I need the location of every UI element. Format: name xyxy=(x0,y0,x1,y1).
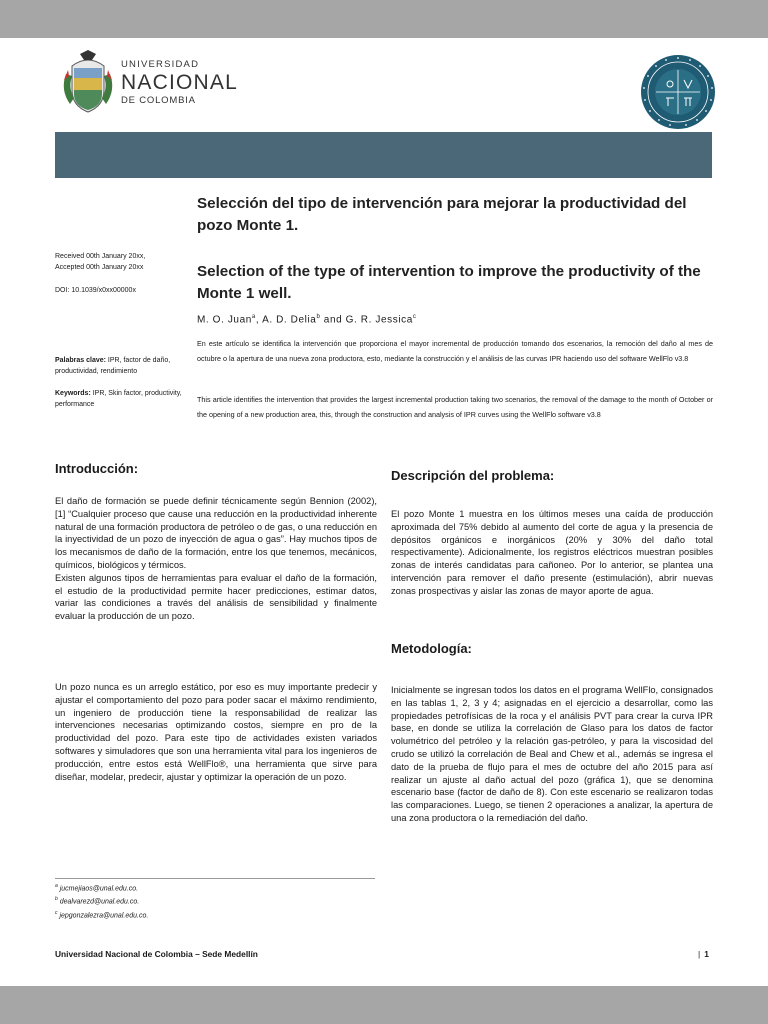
descripcion-heading: Descripción del problema: xyxy=(391,468,555,483)
abstract-spanish: En este artículo se identifica la intervención que proporciona el mayor incremental de producción tomando dos escenarios, la remoción del daño al mes de octubre o la apertura de una nueva zona productora, esto, mediante la construcción y el análisis de las curvas IPR haciendo uso del software WellFlo v3.8 xyxy=(197,339,713,363)
author-2: A. D. Delia xyxy=(262,314,317,326)
university-sesquicentennial-seal-icon xyxy=(640,54,716,130)
author-separator: and xyxy=(320,314,346,326)
author-3: G. R. Jessica xyxy=(345,314,413,326)
accepted-date: Accepted 00th January 20xx xyxy=(55,264,144,271)
title-spanish: Selección del tipo de intervención para mejorar la productividad del pozo Monte 1. xyxy=(197,195,687,234)
palabras-clave-label: Palabras clave: xyxy=(55,357,106,364)
footnote-a-mark: a xyxy=(55,883,58,889)
received-date: Received 00th January 20xx, xyxy=(55,253,146,260)
authors xyxy=(197,314,417,325)
descripcion-paragraph: El pozo Monte 1 muestra en los últimos meses una caída de producción aproximada del 75% debido al aumento del corte de agua y la presencia de depósitos orgánicos e inorgánicos (20% y 30% del daño total respectivamente). Adicionalmente, los registros eléctricos muestran posibles zonas de interés candidatas para cañoneo. Por lo anterior, se plantea una intervención para remover el daño presente (estimulación), abrir nuevas zonas prospectivas y aislar las zonas de mayor aporte de agua. xyxy=(391,509,713,596)
footnote-c-email: jepgonzalezra@unal.edu.co. xyxy=(57,911,149,919)
page-number: 1 xyxy=(704,949,709,959)
bottom-gray-band xyxy=(0,986,768,1024)
introduccion-paragraph-2: Existen algunos tipos de herramientas para evaluar el daño de la formación, el estudio de la productividad permite hacer predicciones, estimar datos, variar las condiciones a través del análisis de sensibilidad y finalmente evaluar la producción de un pozo. xyxy=(55,572,377,622)
doi: DOI: 10.1039/x0xx00000x xyxy=(55,287,136,294)
footnote-b xyxy=(55,894,148,907)
university-line-1: UNIVERSIDAD xyxy=(121,59,200,70)
introduccion-paragraph-3: Un pozo nunca es un arreglo estático, por eso es muy importante predecir y ajustar el comportamiento del pozo para poder sacar el máximo rendimiento, un ingeniero de producción tiene la responsabilidad de realizar las intervenciones necesarias optimizando costos, siempre en pro de la productividad del pozo. Para este tipo de actividades existen variados softwares y simuladores que son una herramienta vital para los ingenieros de producción, entre estos está WellFlo®, una herramienta que sirve para diseñar, modelar, predecir, ajustar y optimizar la operación de un pozo. xyxy=(55,682,377,782)
footnote-a xyxy=(55,881,148,894)
footnote-b-email: dealvarezd@unal.edu.co. xyxy=(57,898,140,906)
introduccion-heading: Introducción: xyxy=(55,461,139,476)
author-1-mark: a xyxy=(251,314,256,320)
keywords-label: Keywords: xyxy=(55,390,91,397)
palabras-clave-text: IPR, factor de daño, productividad, rendimiento xyxy=(55,357,171,375)
keywords xyxy=(55,388,185,410)
received-accepted xyxy=(55,251,185,273)
keywords-text: IPR, Skin factor, productivity, performance xyxy=(55,390,182,408)
metodologia-paragraph: Inicialmente se ingresan todos los datos en el programa WellFlo, consignados en las tablas 1, 2, 3 y 4; asignadas en el ejercicio a desarrollar, como las propiedades petrofísicas de la roca y el análisis PVT para crear la curva IPR base, en donde se utiliza la correlación de Glaso para los datos de factor volumétrico del petróleo y la relación gas-petróleo, y para la viscosidad del crudo se utilizó la correlación de Beal and Chew et al., además se ingresa el dato de la prueba de flujo para el mes de octubre del año 2015 para así realizar un ajuste al daño actual del pozo (gráfica 1), que se denomina escenario base (factor de daño de 8). Con este escenario se realizaron todas las comparaciones. Luego, se tienen 2 operaciones a analizar, la apertura de una zona productora o la remediación del daño. xyxy=(391,685,713,823)
footer-institution: Universidad Nacional de Colombia – Sede Medellín xyxy=(55,949,258,959)
title-english: Selection of the type of intervention to improve the productivity of the Monte 1 well. xyxy=(197,263,701,302)
footnote-a-email: jucmejiaos@unal.edu.co. xyxy=(57,885,139,893)
footnote-c xyxy=(55,908,148,921)
author-2-mark: b xyxy=(316,314,321,320)
author-separator: , xyxy=(255,314,263,326)
footnote-divider xyxy=(55,878,375,879)
introduccion-body xyxy=(55,495,377,623)
author-3-mark: c xyxy=(412,314,417,320)
university-logo xyxy=(60,50,238,118)
abstract-english: This article identifies the intervention that provides the largest incremental production taking two scenarios, the removal of the damage to the month of October or the opening of a new production area, this, through the construction and analysis of IPR curves using the WellFlo software v3.8 xyxy=(197,395,713,419)
author-1: M. O. Juan xyxy=(197,314,252,326)
footer-separator: | xyxy=(698,949,701,959)
footnote-c-mark: c xyxy=(55,909,58,916)
footer-page xyxy=(698,949,709,959)
university-line-2: NACIONAL xyxy=(121,70,238,94)
university-name xyxy=(121,60,238,105)
footnote-b-mark: b xyxy=(55,896,58,903)
university-line-3: DE COLOMBIA xyxy=(121,94,196,106)
footnotes xyxy=(55,881,148,921)
top-gray-band xyxy=(0,0,768,38)
palabras-clave xyxy=(55,355,185,377)
header-color-bar xyxy=(55,132,712,178)
introduccion-paragraph-1: El daño de formación se puede definir técnicamente según Bennion (2002), [1] “Cualquier proceso que cause una reducción en la productividad inherente natural de una formación productora de petróleo o de gas, o una reducción en la inyectividad de un pozo de inyección de agua o gas”. Hay muchos tipos de los mecanismos de daño de la formación, entre los que tenemos, mecánicos, químicos, biológicos y térmicos. xyxy=(55,496,377,570)
colombia-coat-of-arms-icon xyxy=(60,50,116,116)
metodologia-heading: Metodología: xyxy=(391,641,472,656)
